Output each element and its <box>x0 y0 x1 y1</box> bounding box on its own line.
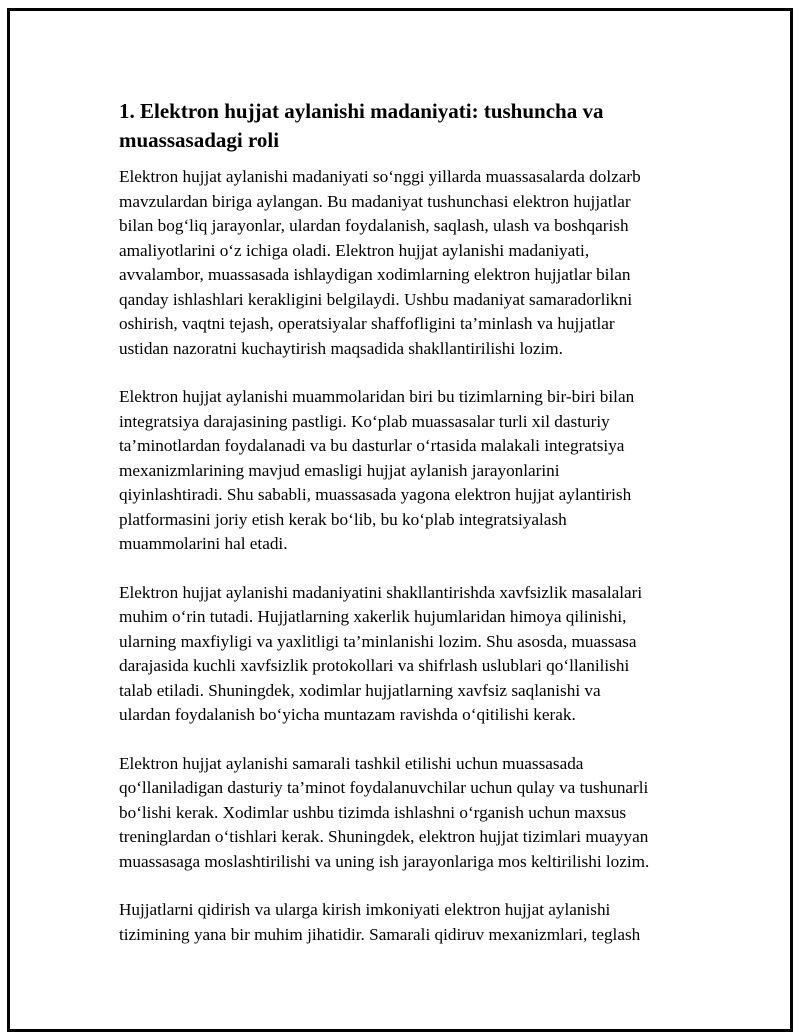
document-body <box>119 97 699 971</box>
paragraph: Elektron hujjat aylanishi madaniyatini shakllantirishda xavfsizlik masalalari muhim o‘rin tutadi. Hujjatlarning xakerlik hujumlaridan himoya qilinishi, ularning maxfiyligi va yaxlitligi ta’minlanishi lozim. Shu asosda, muassasa darajasida kuchli xavfsizlik protokollari va shifrlash uslublari qo‘llanilishi talab etiladi. Shuningdek, xodimlar hujjatlarning xavfsiz saqlanishi va ulardan foydalanish bo‘yicha muntazam ravishda o‘qitilishi kerak. <box>119 582 643 724</box>
paragraph: Elektron hujjat aylanishi muammolaridan biri bu tizimlarning bir-biri bilan integratsiya darajasining pastligi. Ko‘plab muassasalar turli xil dasturiy ta’minotlardan foydalanadi va bu dasturlar o‘rtasida malakali integratsiya mexanizmlarining mavjud emasligi hujjat aylanish jarayonlarini qiyinlashtiradi. Shu sababli, muassasada yagona elektron hujjat aylantirish platformasini joriy etish kerak bo‘lib, bu ko‘plab integratsiyalash muammolarini hal etadi. <box>119 387 635 553</box>
paragraph: Elektron hujjat aylanishi madaniyati so‘nggi yillarda muassasalarda dolzarb mavzulardan biriga aylangan. Bu madaniyat tushunchasi elektron hujjatlar bilan bog‘liq jarayonlar, ulardan foydalanish, saqlash, ulash va boshqarish amaliyotlarini o‘z ichiga oladi. Elektron hujjat aylanishi madaniyati, avvalambor, muassasada ishlaydigan xodimlarning elektron hujjatlar bilan qanday ishlashlari kerakligini belgilaydi. Ushbu madaniyat samaradorlikni oshirish, vaqtni tejash, operatsiyalar shaffofligini ta’minlash va hujjatlar ustidan nazoratni kuchaytirish maqsadida shakllantirilishi lozim. <box>119 167 641 358</box>
paragraph: Hujjatlarni qidirish va ularga kirish imkoniyati elektron hujjat aylanishi tizimining yana bir muhim jihatidir. Samarali qidiruv mexanizmlari, teglash <box>119 900 641 944</box>
page-frame <box>7 8 793 1032</box>
paragraph: Elektron hujjat aylanishi samarali tashkil etilishi uchun muassasada qo‘llaniladigan dasturiy ta’minot foydalanuvchilar uchun qulay va tushunarli bo‘lishi kerak. Xodimlar ushbu tizimda ishlashni o‘rganish uchun maxsus treninglardan o‘tishlari kerak. Shuningdek, elektron hujjat tizimlari muayyan muassasaga moslashtirilishi va uning ish jarayonlariga mos keltirilishi lozim. <box>119 753 650 871</box>
section-heading: 1. Elektron hujjat aylanishi madaniyati: tushuncha va muassasadagi roli <box>119 99 604 152</box>
